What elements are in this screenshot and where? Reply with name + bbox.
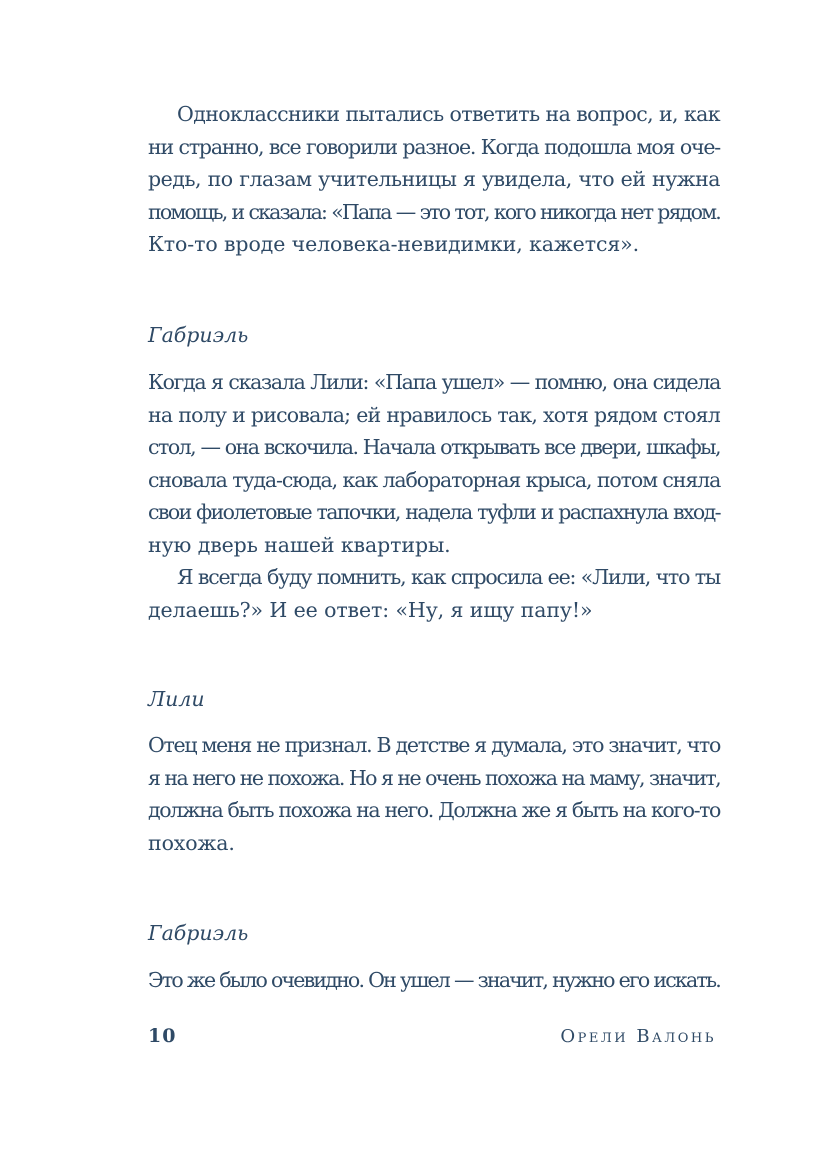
paragraph-2 bbox=[148, 366, 720, 561]
text-line: Это же было очевидно. Он ушел — значит, нужно его искать. bbox=[148, 968, 720, 992]
text-line: стол, — она вскочила. Начала открывать все двери, шкафы, bbox=[148, 435, 720, 459]
paragraph-4 bbox=[148, 729, 720, 859]
paragraph-3 bbox=[148, 561, 720, 626]
text-line: помощь, и сказала: «Папа — это тот, кого никогда нет рядом. bbox=[148, 199, 720, 224]
text-line: я на него не похожа. Но я не очень похожа на маму, значит, bbox=[148, 765, 720, 790]
page-number: 10 bbox=[148, 1025, 177, 1047]
text-line: ную дверь нашей квартиры. bbox=[148, 532, 451, 557]
text-line: Отец меня не признал. В детстве я думала, это значит, что bbox=[148, 733, 720, 757]
text-line: делаешь?» И ее ответ: «Ну, я ищу папу!» bbox=[148, 597, 593, 622]
paragraph-1 bbox=[148, 98, 720, 261]
text-line: ни странно, все говорили разное. Когда подошла моя оче- bbox=[148, 134, 720, 159]
text-line: должна быть похожа на него. Должна же я быть на кого-то bbox=[148, 798, 720, 822]
running-footer-author: Орели Валонь bbox=[560, 1026, 716, 1047]
speaker-name: Лили bbox=[148, 687, 205, 711]
text-line: Когда я сказала Лили: «Папа ушел» — помню, она сидела bbox=[148, 370, 720, 394]
text-line: редь, по глазам учительницы я увидела, что ей нужна bbox=[148, 167, 720, 191]
text-line: Кто-то вроде человека-невидимки, кажется». bbox=[148, 232, 640, 256]
text-line: свои фиолетовые тапочки, надела туфли и распахнула вход- bbox=[148, 500, 720, 524]
text-line: сновала туда-сюда, как лабораторная крыса, потом сняла bbox=[148, 467, 721, 492]
text-line: Я всегда буду помнить, как спросила ее: «Лили, что ты bbox=[177, 565, 720, 589]
text-line: похожа. bbox=[148, 830, 235, 855]
paragraph-5 bbox=[148, 964, 720, 997]
text-line: на полу и рисовала; ей нравилось так, хотя рядом стоял bbox=[148, 402, 720, 427]
text-line: Одноклассники пытались ответить на вопрос, и, как bbox=[177, 102, 720, 126]
speaker-name: Габриэль bbox=[148, 921, 249, 945]
speaker-name: Габриэль bbox=[148, 323, 249, 347]
